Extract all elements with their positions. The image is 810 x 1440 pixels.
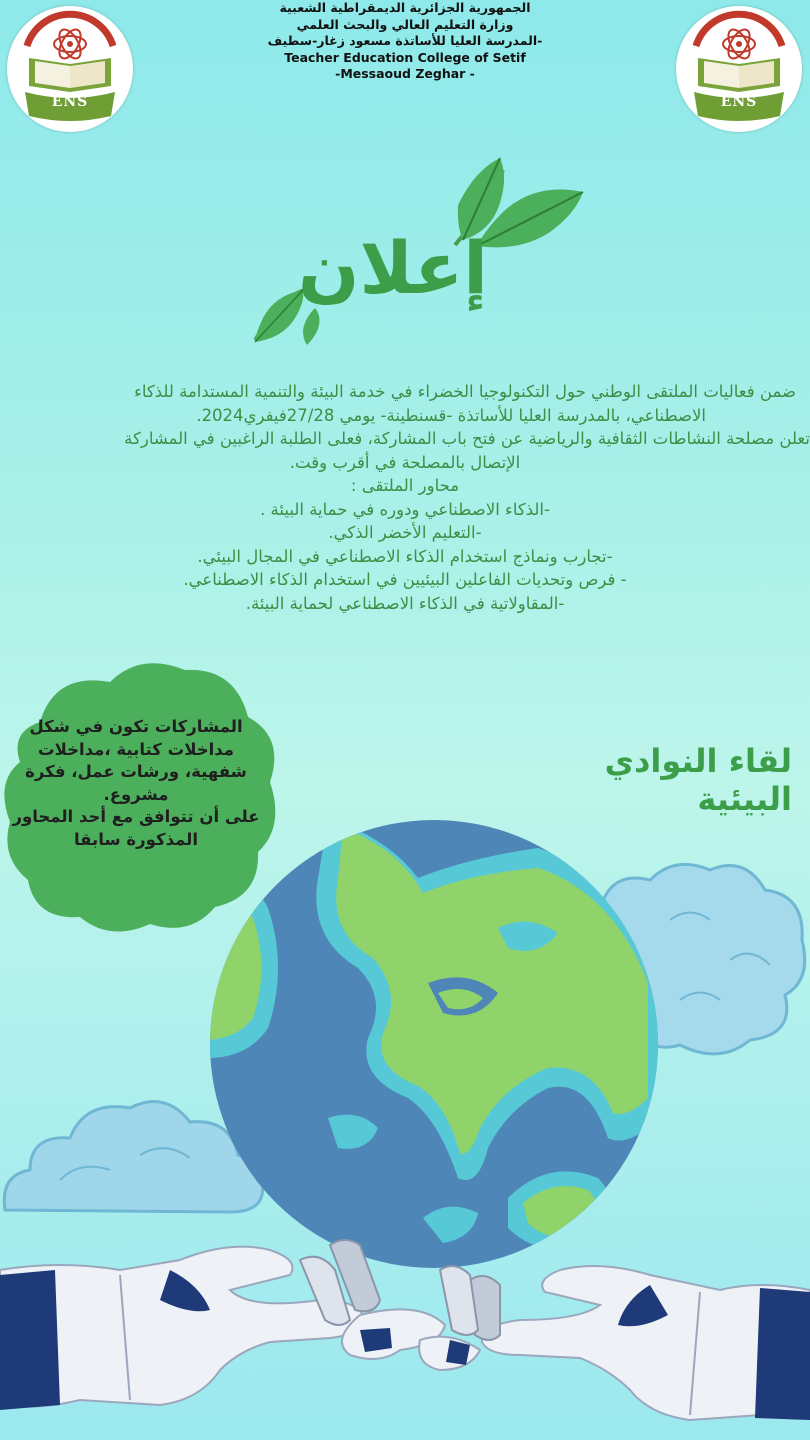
axis-item: -الذكاء الاصطناعي ودوره في حماية البيئة . (260, 499, 550, 519)
header-line-republic: الجمهورية الجزائرية الديمقراطية الشعبية (279, 0, 531, 15)
axis-item: -تجارب ونماذج استخدام الذكاء الاصطناعي في المجال البيئي. (197, 546, 613, 566)
participation-line: مشروع. (103, 784, 169, 804)
axes-title: محاور الملتقى : (350, 476, 460, 495)
institution-header (150, 0, 660, 83)
school-logo-left (7, 6, 133, 132)
ens-emblem-icon (676, 6, 802, 132)
participation-line: المذكورة سابقا (73, 829, 199, 849)
announcement-title: إعلان (298, 226, 488, 310)
participation-note (0, 716, 272, 851)
axis-item: -التعليم الأخضر الذكي. (328, 523, 482, 542)
header-line-school-en: Teacher Education College of Setif (284, 49, 526, 65)
school-logo-right (676, 6, 802, 132)
club-name-line-1: لقاء النوادي (604, 742, 792, 780)
robot-hands-icon (0, 1230, 810, 1440)
axis-item: -المقاولاتية في الذكاء الاصطناعي لحماية البيئة. (245, 593, 565, 613)
participation-line: على أن تتوافق مع أحد المحاور (12, 807, 260, 826)
header-line-ministry: وزارة التعليم العالي والبحث العلمي (296, 16, 514, 32)
call-line-1: تعلن مصلحة النشاطات الثقافية والرياضية عن فتح باب المشاركة، فعلى الطلبة الراغبين في المشاركة (124, 429, 810, 448)
logo-text: ENS (51, 94, 89, 110)
participation-line: شفهية، ورشات عمل، فكرة (25, 762, 247, 781)
announcement-body (0, 380, 810, 615)
header-line-school-name: -Messaoud Zeghar - (335, 66, 475, 81)
intro-line-2: الاصطناعي، بالمدرسة العليا للأساتذة -قسنطينة- يومي 27/28فيفري2024. (196, 405, 706, 425)
club-name-line-2: البيئية (697, 780, 792, 818)
ens-emblem-icon (7, 6, 133, 132)
header-line-school-ar: المدرسة العليا للأساتذة مسعود زغار-سطيف- (267, 33, 543, 48)
call-line-2: الإتصال بالمصلحة في أقرب وقت. (289, 452, 521, 472)
logo-text: ENS (720, 94, 758, 110)
intro-line-1: ضمن فعاليات الملتقى الوطني حول التكنولوجيا الخضراء في خدمة البيئة والتنمية المستدامة للذكاء (134, 382, 796, 401)
participation-line: المشاركات تكون في شكل (29, 717, 243, 736)
axis-item: - فرص وتحديات الفاعلين البيئيين في استخدام الذكاء الاصطناعي. (183, 570, 627, 589)
club-name (560, 742, 792, 818)
participation-line: مداخلات كتابية ،مداخلات (37, 739, 235, 759)
